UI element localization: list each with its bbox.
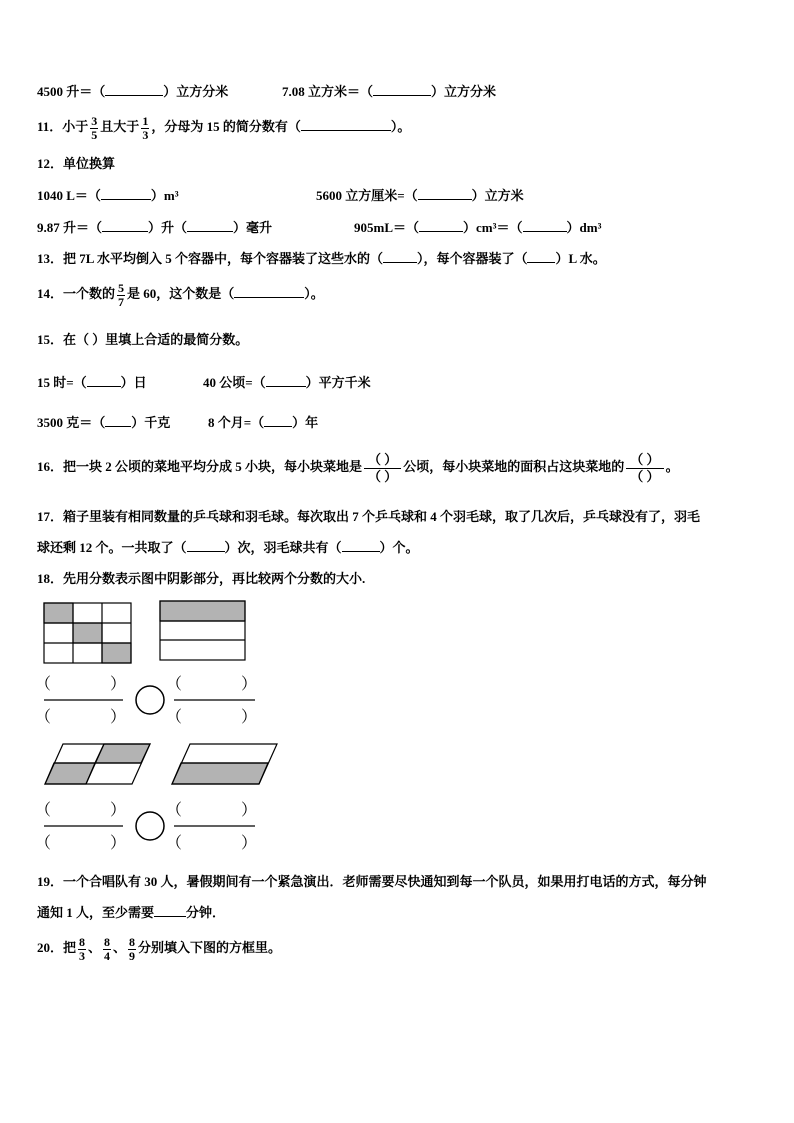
q11-f1-num: 3	[91, 113, 98, 128]
compare-row-2	[35, 800, 257, 852]
q14-post: 是 60，这个数是（	[127, 286, 235, 301]
q15-r2a-right: ）千克	[131, 415, 171, 430]
q15-r2b-right: ）年	[292, 415, 319, 430]
q14-pre: 14．一个数的	[37, 286, 116, 301]
q19-l2-end: 分钟．	[186, 905, 226, 920]
q10-line-b	[282, 82, 496, 101]
q11-blank[interactable]	[301, 117, 391, 131]
q16-end: 。	[665, 459, 679, 474]
q19-line1: 19．一个合唱队有 30 人，暑假期间有一个紧急演出．老师需要尽快通知到每一个队员，如果用打电话的方式，每分钟	[37, 874, 707, 889]
q20-f1-num: 8	[79, 934, 86, 949]
q18-figures	[0, 596, 794, 866]
q12-r1b-blank[interactable]	[418, 186, 472, 200]
q15-row2b	[208, 413, 318, 432]
q12-r1a-right: ）m³	[150, 188, 179, 203]
q19-line2	[37, 903, 225, 922]
c2-right-den-paren-l: （	[166, 833, 183, 852]
grid-cell-shaded-3	[102, 643, 131, 663]
q17-l2-pre: 球还剩 12 个。一共取了（	[37, 540, 187, 555]
c2-right-den-paren-r: ）	[241, 833, 258, 852]
q11-f1-den: 5	[91, 127, 98, 142]
q20-line	[37, 930, 281, 966]
q12-r2b-left: 905mL＝（	[354, 220, 420, 235]
q14-end: ）。	[304, 286, 324, 301]
c1-right-den-paren-r: ）	[241, 707, 258, 726]
q20-fraction-1	[78, 936, 86, 963]
q12-r2a-left: 9.87 升＝（	[37, 220, 103, 235]
q20-f2-num: 8	[104, 934, 111, 949]
q10-a-blank[interactable]	[105, 82, 163, 96]
q18-title: 18．先用分数表示图中阴影部分，再比较两个分数的大小.	[37, 571, 366, 586]
q14-f-num: 5	[118, 280, 125, 295]
q15-row2a	[37, 413, 170, 432]
q11-pre: 11．小于	[37, 119, 89, 134]
parallelogram-2x2-figure	[45, 744, 150, 784]
q14-fraction	[117, 282, 125, 309]
q14-blank[interactable]	[234, 284, 304, 298]
q13-line	[37, 249, 606, 268]
c2-left-den-paren-r: ）	[110, 833, 127, 852]
q12-r2b-blank1[interactable]	[419, 218, 463, 232]
q11-end: ）。	[390, 119, 411, 134]
q11-mid: 且大于	[100, 119, 140, 134]
c2-right-num-paren-r: ）	[241, 800, 258, 819]
q15-r2a-left: 3500 克＝（	[37, 415, 106, 430]
q19-l2-pre: 通知 1 人，至少需要	[37, 905, 155, 920]
q20-post: 分别填入下图的方框里。	[138, 940, 282, 955]
q10-b-left: 7.08 立方米＝（	[282, 84, 374, 99]
q12-r2a-blank1[interactable]	[102, 218, 148, 232]
q15-title: 15．在（ ）里填上合适的最简分数。	[37, 332, 249, 347]
q20-sep1: 、	[88, 940, 102, 955]
q16-fraction-2[interactable]	[626, 452, 663, 485]
q10-b-right: ）立方分米	[431, 84, 497, 99]
q12-r1b-right: ）立方米	[471, 188, 524, 203]
q12-r2b-blank2[interactable]	[523, 218, 567, 232]
q20-f1-den: 3	[79, 948, 86, 963]
q13-blank2[interactable]	[527, 249, 555, 263]
q15-r1a-left: 15 时=（	[37, 375, 87, 390]
c2-left-num-paren-l: （	[35, 800, 52, 819]
q11-fraction-1	[90, 115, 98, 142]
q13-post: ）L 水。	[555, 251, 606, 266]
c1-left-num-paren-l: （	[35, 674, 52, 693]
q11-post: ，分母为 15 的简分数有（	[151, 119, 301, 134]
q12-r2b-mid: ）cm³＝（	[463, 220, 523, 235]
q10-a-left: 4500 升＝（	[37, 84, 106, 99]
q17-blank2[interactable]	[342, 538, 380, 552]
q15-r1a-right: ）日	[120, 375, 147, 390]
q13-pre: 13．把 7L 水平均倒入 5 个容器中，每个容器装了这些水的（	[37, 251, 383, 266]
c2-left-den-paren-l: （	[35, 833, 52, 852]
q12-r1a-blank[interactable]	[101, 186, 151, 200]
q16-f1-num: （ ）	[364, 452, 401, 469]
q16-f1-den: （ ）	[368, 468, 398, 484]
q20-f2-den: 4	[104, 948, 111, 963]
q11-f2-num: 1	[142, 113, 149, 128]
striped-rect-shaded-row	[160, 601, 245, 621]
q12-row1a	[37, 186, 179, 205]
q15-r2b-blank[interactable]	[264, 413, 292, 427]
grid-cell-shaded-1	[44, 603, 73, 623]
q10-line	[37, 82, 228, 101]
q16-line	[37, 446, 679, 488]
q15-row1b	[203, 373, 371, 392]
q12-row1b	[316, 186, 524, 205]
q10-b-blank[interactable]	[373, 82, 431, 96]
q17-line1: 17．箱子里装有相同数量的乒乓球和羽毛球。每次取出 7 个乒乓球和 4 个羽毛球，取了几次后，乒乓球没有了，羽毛	[37, 509, 701, 524]
q15-r1b-blank[interactable]	[266, 373, 306, 387]
q11-fraction-2	[141, 115, 149, 142]
q11-line	[37, 112, 410, 142]
q20-fraction-2	[103, 936, 111, 963]
q12-r2a-right: ）毫升	[233, 220, 273, 235]
q17-blank1[interactable]	[187, 538, 225, 552]
c1-compare-circle[interactable]	[136, 686, 164, 714]
q12-r1a-left: 1040 L＝（	[37, 188, 101, 203]
q16-f2-num: （ ）	[626, 452, 663, 469]
c1-right-num-paren-l: （	[166, 674, 183, 693]
q13-mid: ），每个容器装了（	[416, 251, 528, 266]
q10-a-right: ）立方分米	[163, 84, 229, 99]
para2-shaded-bottom	[172, 763, 268, 784]
c2-right-num-paren-l: （	[166, 800, 183, 819]
q13-blank1[interactable]	[383, 249, 417, 263]
q15-row1a	[37, 373, 147, 392]
compare-row-1	[35, 674, 257, 726]
c2-compare-circle[interactable]	[136, 812, 164, 840]
q15-r1a-blank[interactable]	[87, 373, 121, 387]
q19-blank[interactable]	[154, 903, 186, 917]
q17-l2-end: ）个。	[379, 540, 419, 555]
q17-line2	[37, 538, 419, 557]
q12-row2b	[354, 218, 601, 237]
c2-left-num-paren-r: ）	[110, 800, 127, 819]
q12-r2b-right: ）dm³	[566, 220, 602, 235]
parallelogram-half-figure	[172, 744, 277, 784]
q17-l2-mid: ）次，羽毛球共有（	[224, 540, 342, 555]
q12-r1b-left: 5600 立方厘米=（	[316, 188, 418, 203]
grid-3x3-figure	[44, 603, 131, 663]
q16-f2-den: （ ）	[630, 468, 660, 484]
q14-f-den: 7	[118, 294, 125, 309]
q12-r2a-blank2[interactable]	[187, 218, 233, 232]
q12-row2a	[37, 218, 272, 237]
q20-f3-num: 8	[129, 934, 136, 949]
c1-right-num-paren-r: ）	[241, 674, 258, 693]
striped-rect-figure	[160, 601, 245, 660]
q15-r2b-left: 8 个月=（	[208, 415, 265, 430]
grid-cell-shaded-2	[73, 623, 102, 643]
q15-r1b-left: 40 公顷=（	[203, 375, 266, 390]
c1-left-den-paren-r: ）	[110, 707, 127, 726]
q14-line	[37, 279, 324, 309]
q15-r2a-blank[interactable]	[105, 413, 131, 427]
q16-pre: 16．把一块 2 公顷的菜地平均分成 5 小块，每小块菜地是	[37, 459, 363, 474]
c1-left-num-paren-r: ）	[110, 674, 127, 693]
q12-title: 12．单位换算	[37, 156, 116, 171]
c1-right-den-paren-l: （	[166, 707, 183, 726]
q15-r1b-right: ）平方千米	[305, 375, 371, 390]
q11-f2-den: 3	[142, 127, 149, 142]
q20-f3-den: 9	[129, 948, 136, 963]
q16-mid: 公顷，每小块菜地的面积占这块菜地的	[403, 459, 625, 474]
q16-fraction-1[interactable]	[364, 452, 401, 485]
q20-sep2: 、	[113, 940, 127, 955]
q12-r2a-mid: ）升（	[148, 220, 188, 235]
c1-left-den-paren-l: （	[35, 707, 52, 726]
q20-pre: 20．把	[37, 940, 77, 955]
q20-fraction-3	[128, 936, 136, 963]
